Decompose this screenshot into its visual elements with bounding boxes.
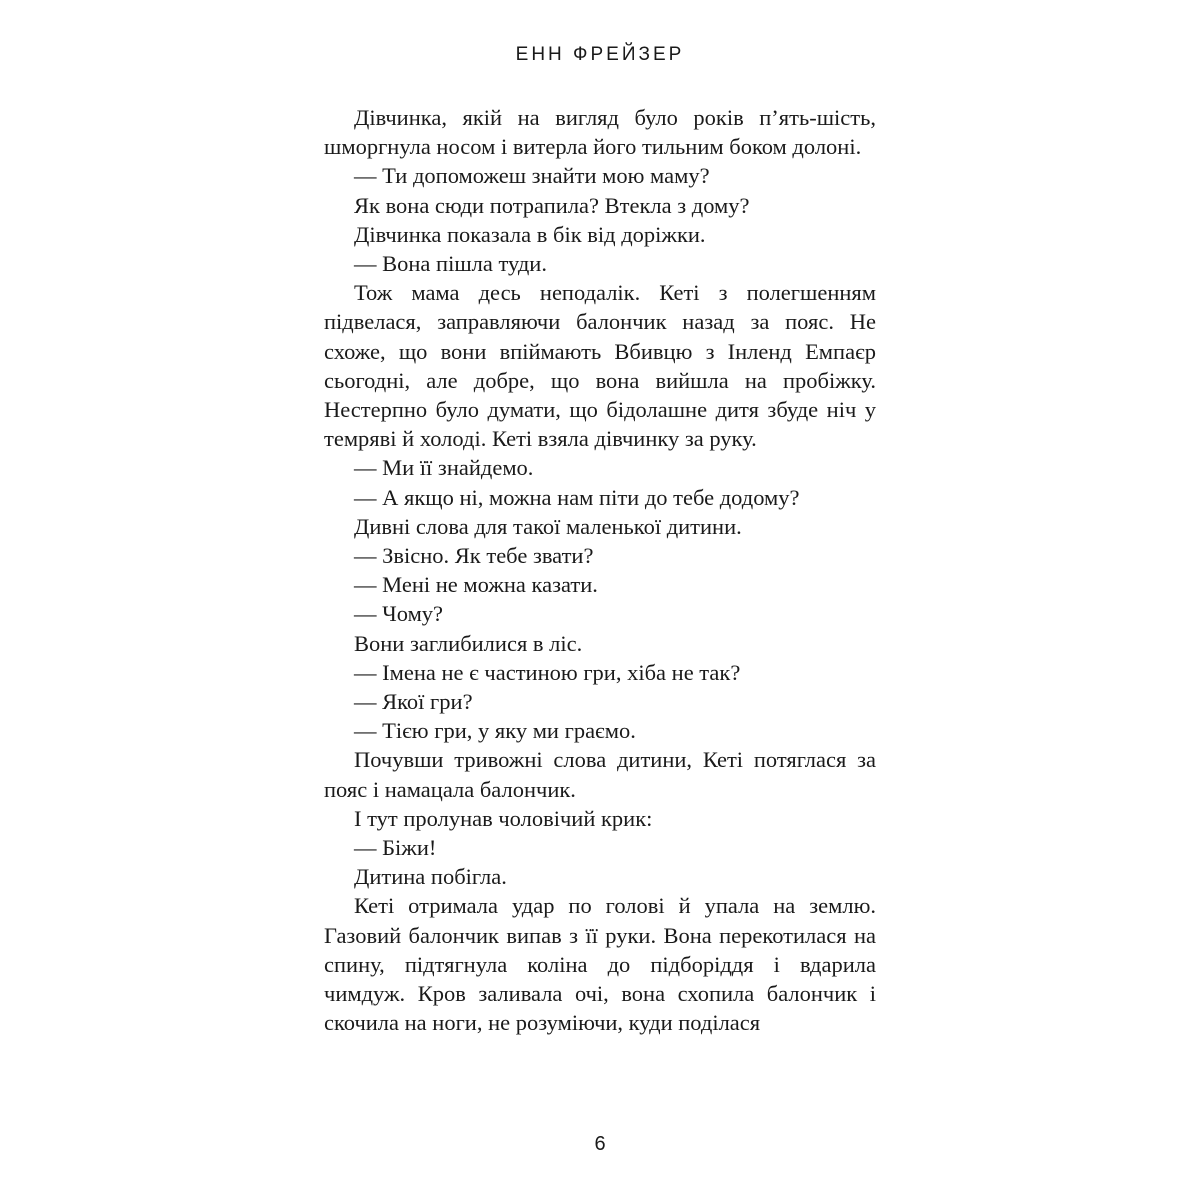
paragraph: Почувши тривожні слова дитини, Кеті потяглася за пояс і намацала балончик.: [324, 747, 876, 802]
paragraph: — Якої гри?: [354, 689, 473, 715]
text-body: [324, 103, 876, 1038]
paragraph: Дивні слова для такої маленької дитини.: [354, 513, 742, 539]
paragraph: — Ми її знайдемо.: [354, 455, 534, 481]
paragraph: — Звісно. Як тебе звати?: [354, 543, 594, 569]
paragraph: — Мені не можна казати.: [354, 572, 598, 598]
paragraph: — Ти допоможеш знайти мою маму?: [354, 163, 710, 189]
paragraph: Як вона сюди потрапила? Втекла з дому?: [354, 192, 750, 218]
paragraph: — Тією гри, у яку ми граємо.: [354, 718, 636, 744]
page-number: 6: [594, 1133, 606, 1155]
paragraph: Дівчинка, якій на вигляд було років п’ять-шість, шморгнула носом і витерла його тильним боком долоні.: [324, 105, 876, 160]
paragraph: Кеті отримала удар по голові й упала на землю. Газовий балончик випав з її руки. Вона перекотилася на спину, підтягнула коліна до підборіддя і вдарила чимдуж. Кров заливала очі, вона схопила балончик і скочила на ноги, не розуміючи, куди поділася: [324, 893, 876, 1036]
paragraph: — А якщо ні, можна нам піти до тебе додому?: [354, 484, 800, 510]
running-header: ЕНН ФРЕЙЗЕР: [515, 44, 685, 65]
paragraph: І тут пролунав чоловічий крик:: [354, 805, 653, 831]
paragraph: — Вона пішла туди.: [354, 251, 547, 277]
paragraph: — Чому?: [354, 601, 444, 627]
paragraph: Тож мама десь неподалік. Кеті з полегшенням підвелася, заправляючи балончик назад за пояс. Не схоже, що вони впіймають Вбивцю з Інленд Емпаєр сьогодні, але добре, що вона вийшла на пробіжку. Нестерпно було думати, що бідолашне дитя збуде ніч у темряві й холоді. Кеті взяла дівчинку за руку.: [324, 280, 876, 452]
paragraph: — Імена не є частиною гри, хіба не так?: [354, 659, 741, 685]
paragraph: Дівчинка показала в бік від доріжки.: [354, 221, 706, 247]
paragraph: Вони заглибилися в ліс.: [354, 630, 583, 656]
paragraph: — Біжи!: [354, 835, 437, 861]
paragraph: Дитина побігла.: [354, 864, 507, 890]
